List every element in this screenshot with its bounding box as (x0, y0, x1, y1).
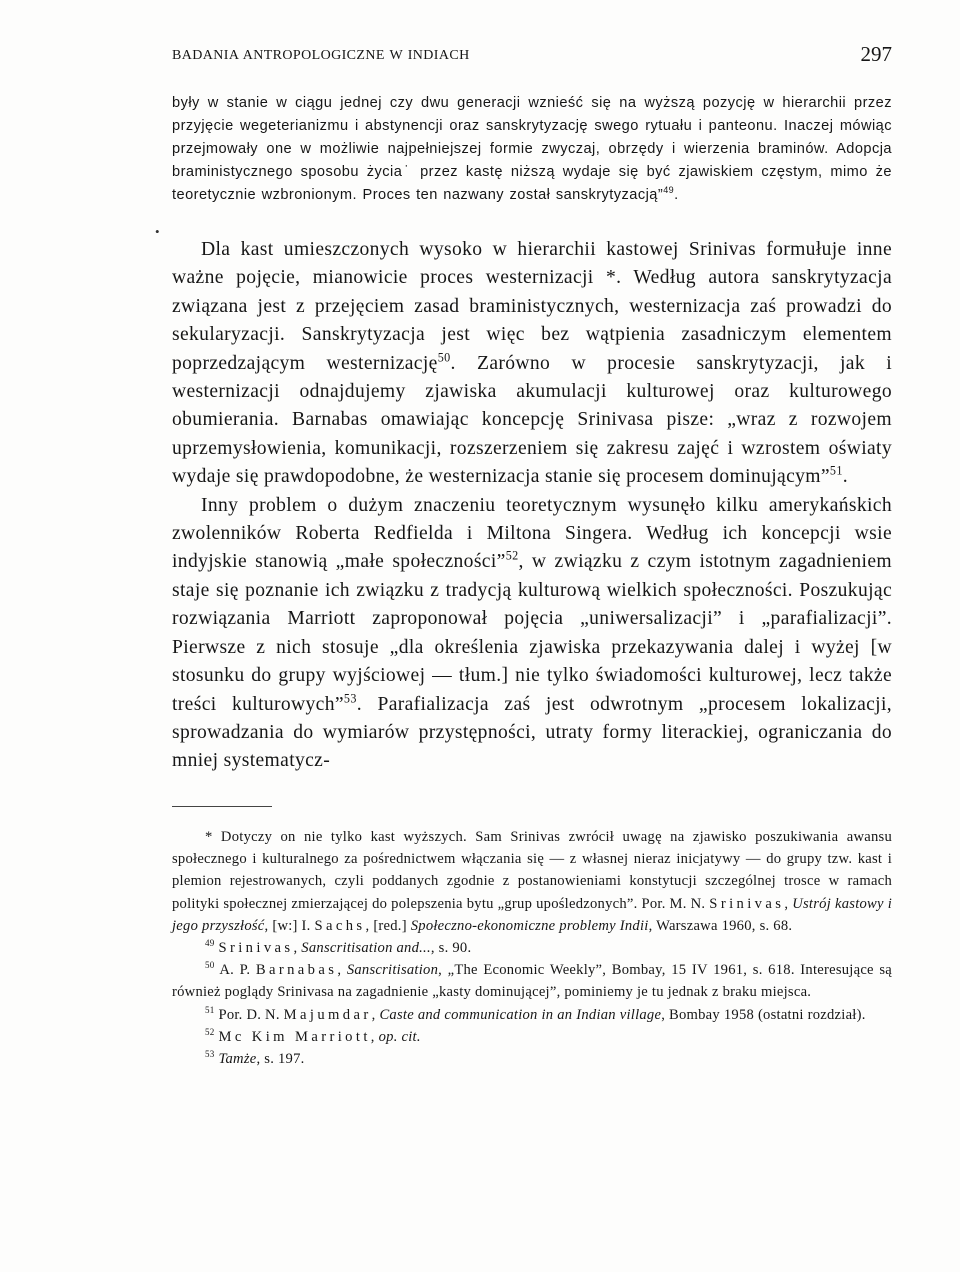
footnote-text: , (370, 1028, 379, 1045)
footnote-title: Tamże (218, 1051, 257, 1068)
note-ref-53: 53 (343, 690, 357, 705)
footnote-title: Sanscritisation and... (301, 940, 431, 957)
footnote-title: Społeczno-ekonomiczne problemy Indii (410, 917, 649, 934)
footnote-number: 50 (205, 960, 215, 971)
note-ref-49: 49 (663, 185, 675, 196)
footnote-text: , (371, 1006, 380, 1023)
footnote-text: * Dotyczy on nie tylko kast wyższych. Sam Srinivas zwrócił uwagę na zjawisko poszukiwania awansu społecznego i kulturalnego za pośrednictwem włączania się — z własnej nieraz inicjatywy — do grupy tzw. kast i plemion rejestrowanych, czyli poddanych zgodnie z postanowieniami konstytucji szczególnej trosce w ramach polityki społecznej zmierzającej do polepszenia bytu „grup upośledzonych”. Por. M. N. (172, 829, 892, 912)
footnote-title: Caste and communication in an Indian village (379, 1006, 662, 1023)
footnote-author: Majumdar (283, 1006, 372, 1023)
footnote-53 (172, 1048, 892, 1070)
footnote-author: Mc Kim Marriott (218, 1028, 371, 1045)
paragraph-text: . (842, 466, 849, 488)
footnote-52 (172, 1026, 892, 1048)
paragraph-text: , w związku z czym istotnym zagadnieniem staje się poznanie ich związku z tradycją kulturową wielkich społeczności. Poszukując rozwiązania Marriott zaproponował pojęcia „uniwersalizacji” i „parafializacji”. Pierwsze z nich stosuje „dla określenia zjawiska przekazywania dalej i wyżej [w stosunku do grupy wyjściowej — tłum.] nie tylko świadomości kulturowej, lecz także treści kulturowych” (172, 551, 892, 715)
footnote-text: , (293, 940, 302, 957)
footnote-rule (172, 806, 272, 807)
stray-mark: ˙ (402, 164, 413, 181)
main-text (172, 236, 892, 776)
running-title: BADANIA ANTROPOLOGICZNE W INDIACH (172, 48, 470, 63)
footnote-author: Barnabas (255, 962, 338, 979)
lead-text-continued: przez kastę niższą wydaje się być zjawiskiem częstym, mimo że teoretycznie wzbronionym. Proces ten nazwany został sanskrytyzacją” (172, 164, 892, 204)
footnote-number: 51 (205, 1004, 215, 1015)
footnote-author: Sachs (314, 917, 366, 934)
footnote-text: , „The Economic Weekly”, Bombay, 15 IV 1961, s. 618. Interesujące są również poglądy Srinivasa na zagadnienie „kasty dominującej”, pominiemy je tu jednak z braku miejsca. (172, 962, 893, 1001)
footnote-text: A. P. (219, 962, 256, 979)
paragraph-westernization (172, 236, 892, 492)
footnote-title: op. cit. (378, 1028, 421, 1045)
footnote-number: 49 (205, 938, 215, 949)
footnote-text: , Warszawa 1960, s. 68. (648, 917, 793, 934)
footnote-star (172, 826, 892, 937)
margin-dot: • (155, 224, 160, 239)
footnote-text: , (784, 895, 793, 912)
note-ref-52: 52 (505, 548, 519, 563)
footnote-text: , [w:] I. (264, 917, 315, 934)
footnote-author: Srinivas (709, 895, 785, 912)
lead-text: były w stanie w ciągu jednej czy dwu generacji wznieść się na wyższą pozycję w hierarchii przez przyjęcie wegeterianizmu i abstynencji oraz sanskrytyzację swego rytuału i panteonu. Inaczej mówiąc przejmowały one w możliwie najpełniejszej formie zwyczaj, obrzędy i wierzenia braminów. Adopcja braministycznego sposobu życia (172, 95, 892, 181)
footnote-text: , [red.] (365, 917, 411, 934)
footnote-text: Por. D. N. (218, 1006, 284, 1023)
footnote-title: Ustrój kastowy i jego przyszłość (172, 895, 893, 934)
note-ref-51: 51 (829, 463, 843, 478)
footnote-text: , Bombay 1958 (ostatni rozdział). (661, 1006, 866, 1023)
footnote-author: Srinivas (218, 940, 294, 957)
paragraph-text: Dla kast umieszczonych wysoko w hierarchii kastowej Srinivas formułuje inne ważne pojęcie, mianowicie proces westernizacji *. Według autora sanskrytyzacja związana jest z przejęciem zasad braministycznych, westernizacja zaś prowadzi do sekularyzacji. Sanskrytyzacja jest więc bez wątpienia zasadniczym elementem poprzedzającym westernizację (172, 239, 892, 374)
paragraph-text: Inny problem o dużym znaczeniu teoretycznym wysunęło kilku amerykańskich zwolenników Roberta Redfielda i Miltona Singera. Według ich koncepcji wsie indyjskie stanowią „małe społeczności” (172, 494, 892, 573)
lead-tail: . (674, 187, 679, 204)
footnotes (172, 826, 892, 1070)
footnote-title: Sanscritisation (346, 962, 439, 979)
footnote-51 (172, 1004, 892, 1026)
page-header (172, 42, 892, 72)
note-ref-50: 50 (437, 350, 451, 365)
lead-paragraph (172, 92, 892, 207)
paragraph-text: . Zarówno w procesie sanskrytyzacji, jak i westernizacji odnajdujemy zjawiska akumulacji kulturowej oraz kulturowego obumierania. Barnabas omawiając koncepcję Srinivasa pisze: „wraz z rozwojem uprzemysłowienia, komunikacji, rozszerzeniem się zakresu zajęć i wzrostem oświaty wydaje się prawdopodobne, że westernizacja stanie się procesem dominującym” (172, 352, 892, 488)
footnote-text: , s. 197. (256, 1051, 305, 1068)
footnote-49 (172, 937, 892, 959)
paragraph-text: . Parafializacja zaś jest odwrotnym „procesem lokalizacji, sprowadzania do wymiarów przystępności, utraty formy literackiej, ograniczania do mniej systematycz- (172, 693, 892, 772)
paragraph-universalization (172, 492, 892, 776)
footnote-number: 52 (205, 1026, 215, 1037)
footnote-text: , s. 90. (430, 940, 472, 957)
footnote-50 (172, 959, 892, 1003)
footnote-number: 53 (205, 1049, 215, 1060)
page-number: 297 (860, 42, 892, 66)
footnote-text: , (337, 962, 347, 979)
